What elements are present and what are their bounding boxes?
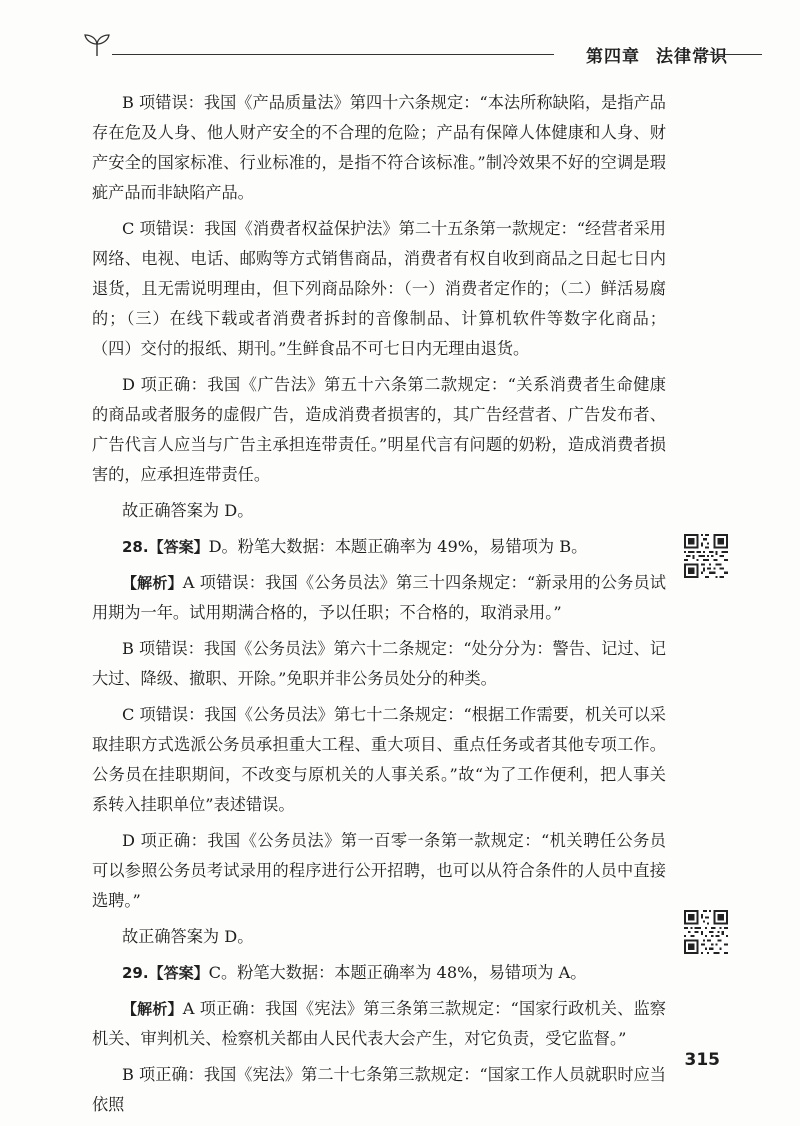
answer-label: 29.【答案】 — [122, 964, 209, 982]
paragraph: B 项错误：我国《公务员法》第六十二条规定：“处分分为：警告、记过、记大过、降级、撤职、开除。”免职并非公务员处分的种类。 — [92, 639, 666, 688]
header-rule-right — [706, 54, 762, 55]
paragraph: D 项正确：我国《广告法》第五十六条第二款规定：“关系消费者生命健康的商品或者服务的虚假广告，造成消费者损害的，其广告经营者、广告发布者、广告代言人应当与广告主承担连带责任。”明星代言有问题的奶粉，造成消费者损害的，应承担连带责任。 — [92, 375, 666, 484]
running-header — [82, 30, 762, 70]
header-rule-left — [112, 54, 554, 55]
answer-line: 28.【答案】D。粉笔大数据：本题正确率为 49%，易错项为 B。 — [122, 537, 588, 556]
paragraph: C 项错误：我国《公务员法》第七十二条规定：“根据工作需要，机关可以采取挂职方式选派公务员承担重大工程、重大项目、重点任务或者其他专项工作。公务员在挂职期间，不改变与原机关的人事关系。”故“为了工作便利，把人事关系转入挂职单位”表述错误。 — [92, 705, 666, 814]
chapter-number: 第四章 — [586, 47, 640, 67]
analysis-line: 【解析】A 项正确：我国《宪法》第三条第三款规定：“国家行政机关、监察机关、审判机关、检察机关都由人民代表大会产生，对它负责，受它监督。” — [92, 999, 666, 1048]
analysis-line: 【解析】A 项错误：我国《公务员法》第三十四条规定：“新录用的公务员试用期为一年。试用期满合格的，予以任职；不合格的，取消录用。” — [92, 573, 666, 622]
qr-code-icon[interactable] — [684, 910, 728, 954]
paragraph: 故正确答案为 D。 — [122, 501, 254, 520]
answer-label: 28.【答案】 — [122, 538, 209, 556]
text-body — [92, 88, 666, 1126]
paragraph: B 项错误：我国《产品质量法》第四十六条规定：“本法所称缺陷，是指产品存在危及人身、他人财产安全的不合理的危险；产品有保障人体健康和人身、财产安全的国家标准、行业标准的，是指不符合该标准。”制冷效果不好的空调是瑕疵产品而非缺陷产品。 — [92, 93, 666, 202]
analysis-label: 【解析】 — [122, 1000, 183, 1018]
sprout-logo-icon — [82, 32, 112, 58]
paragraph: 故正确答案为 D。 — [122, 927, 254, 946]
analysis-label: 【解析】 — [122, 574, 183, 592]
paragraph: C 项错误：我国《消费者权益保护法》第二十五条第一款规定：“经营者采用网络、电视、电话、邮购等方式销售商品，消费者有权自收到商品之日起七日内退货，且无需说明理由，但下列商品除外：（一）消费者定作的；（二）鲜活易腐的；（三）在线下载或者消费者拆封的音像制品、计算机软件等数字化商品；（四）交付的报纸、期刊。”生鲜食品不可七日内无理由退货。 — [92, 219, 666, 358]
page-number: 315 — [684, 1050, 720, 1070]
answer-line: 29.【答案】C。粉笔大数据：本题正确率为 48%，易错项为 A。 — [122, 963, 587, 982]
qr-code-icon[interactable] — [684, 534, 728, 578]
paragraph: B 项正确：我国《宪法》第二十七条第三款规定：“国家工作人员就职时应当依照 — [92, 1065, 666, 1114]
paragraph: D 项正确：我国《公务员法》第一百零一条第一款规定：“机关聘任公务员可以参照公务员考试录用的程序进行公开招聘，也可以从符合条件的人员中直接选聘。” — [92, 831, 666, 910]
chapter-title: 法律常识 — [656, 47, 728, 67]
